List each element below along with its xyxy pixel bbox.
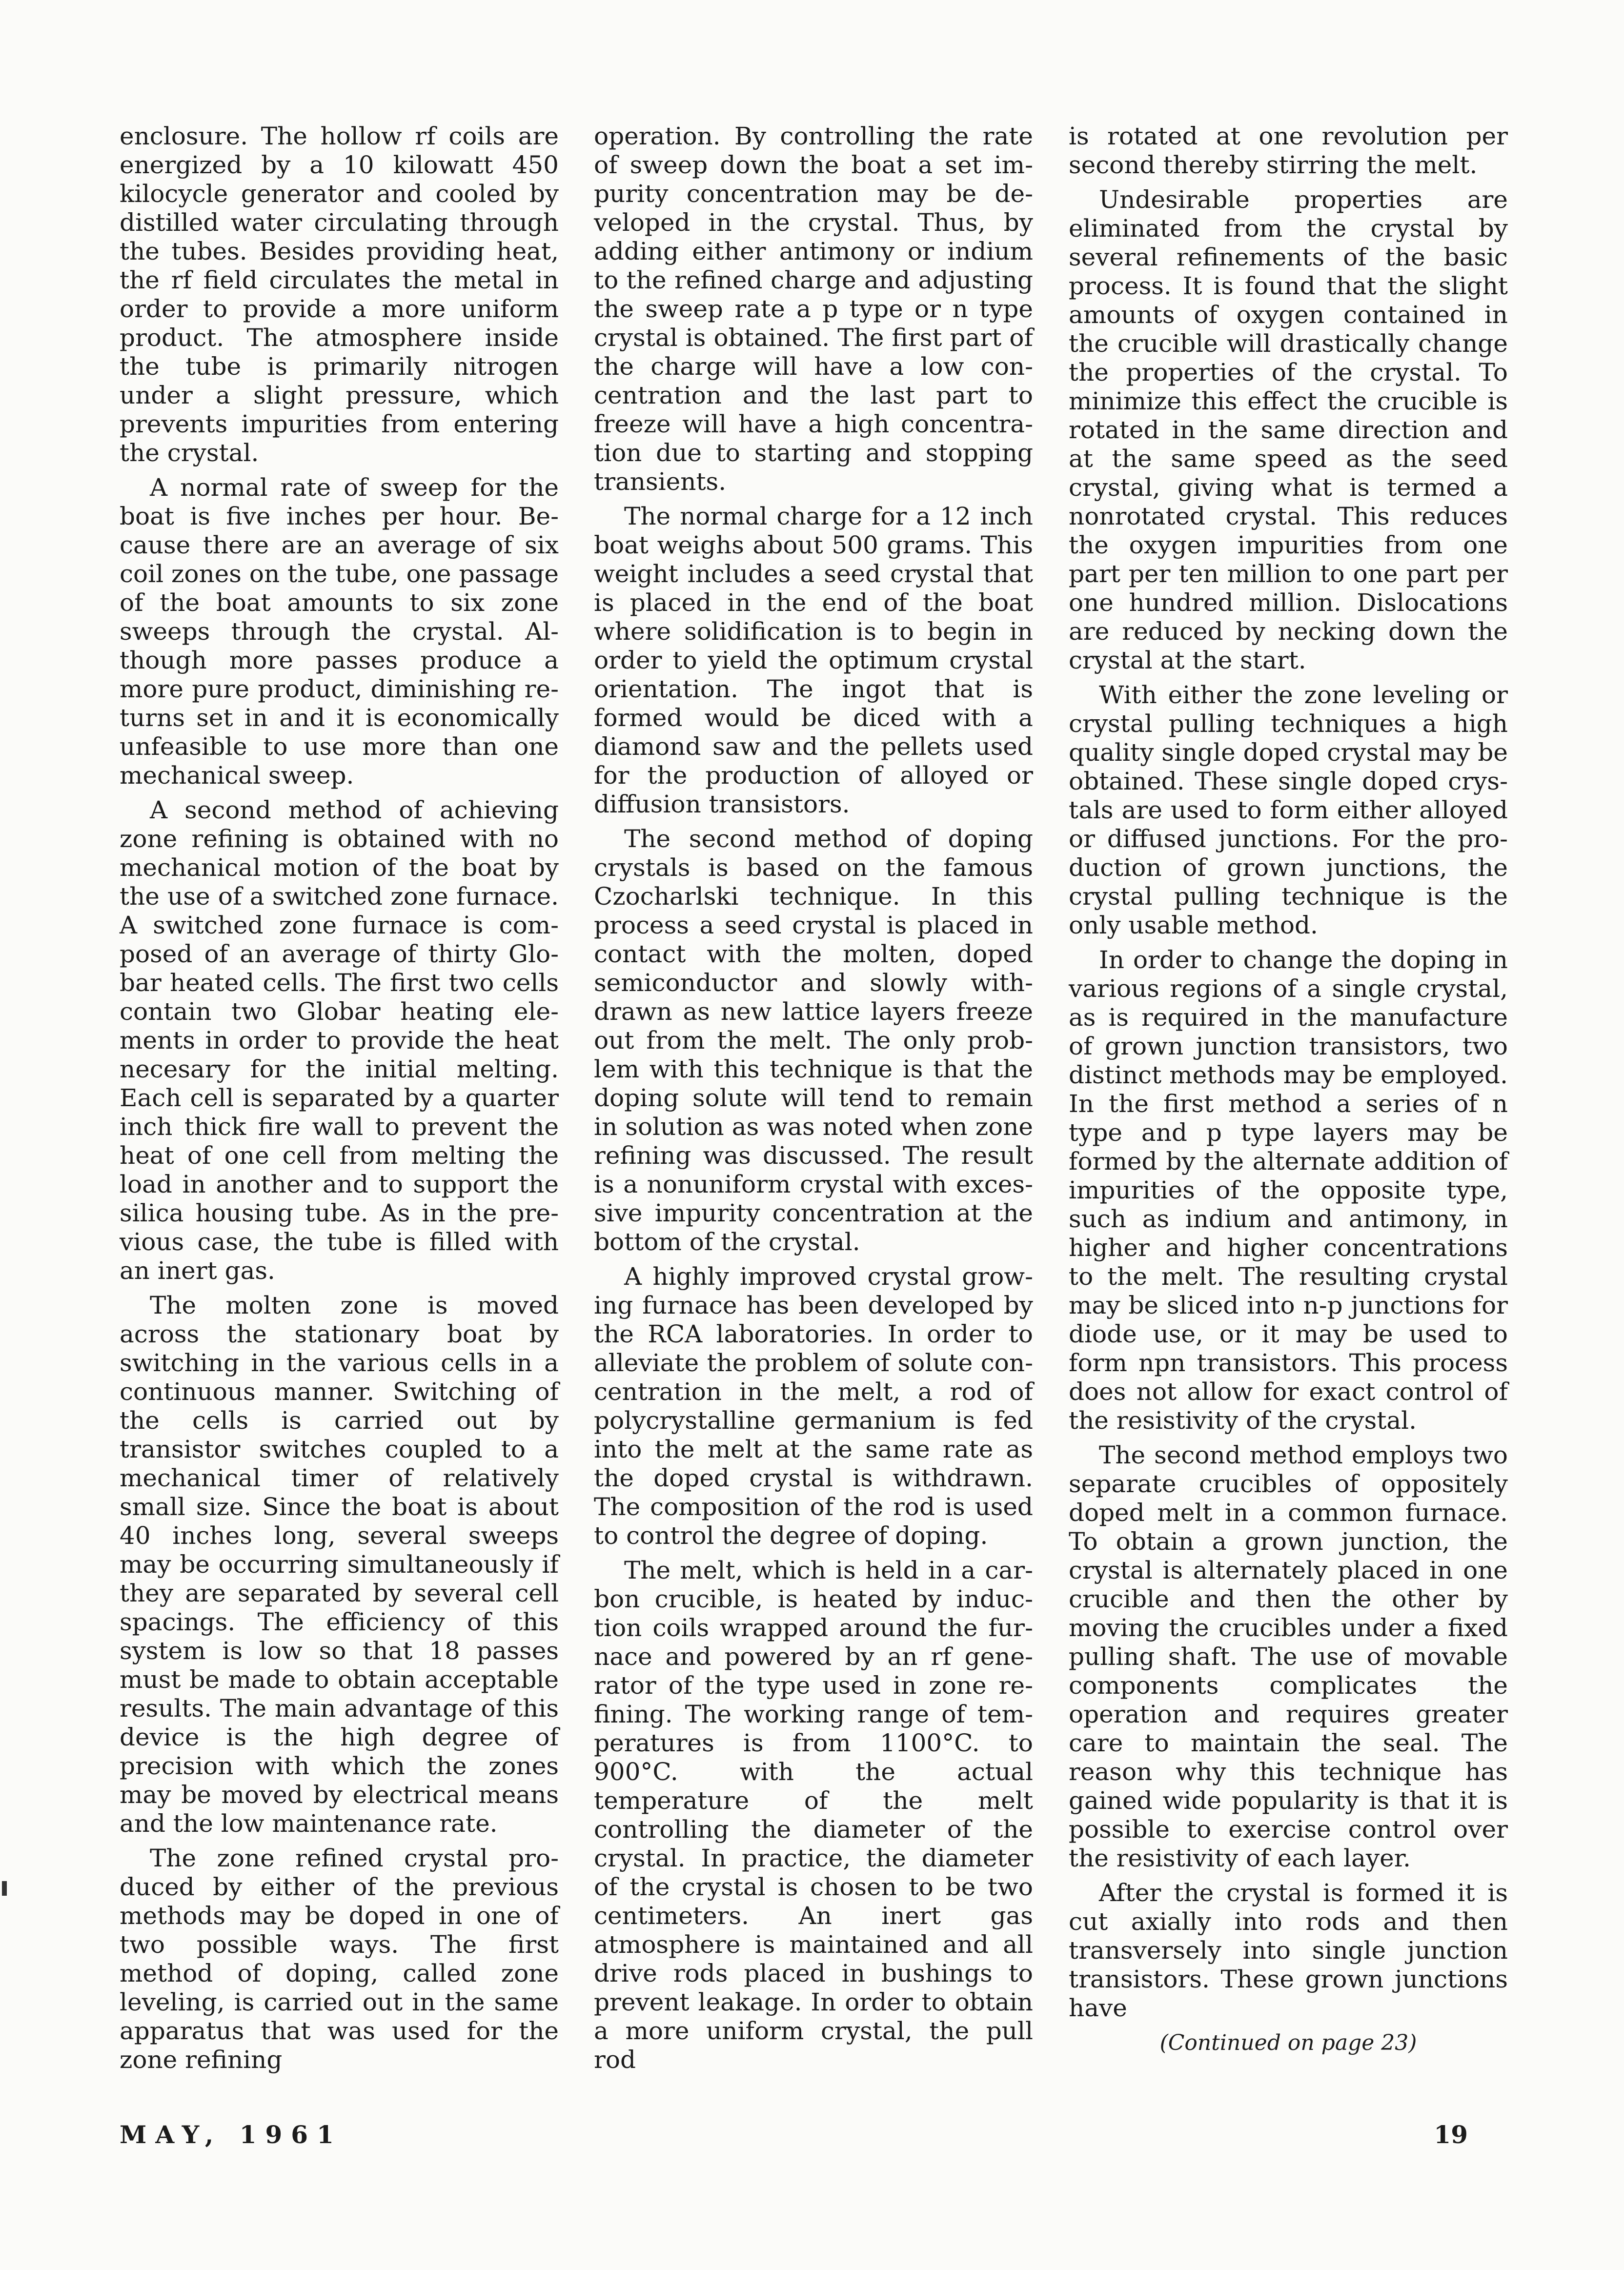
paragraph: The second method of doping crystals is based on the famous Czocharlski technique. In this process a seed crystal is placed in contact with the molten, doped semiconductor and slowly withdrawn as new lattice layers freeze out from the melt. The only problem with this technique is that the doping solute will tend to remain in solution as was noted when zone refining was discussed. The result is a nonuniform crystal with excessive impurity concentration at the bottom of the crystal. [594,825,1033,1256]
continued-note: (Continued on page 23) [1159,2030,1417,2055]
paragraph: The zone refined crystal produced by either of the previous methods may be doped in one of two possible ways. The first method of doping, called zone leveling, is carried out in the same apparatus that was used for the zone refining [120,1844,559,2074]
paragraph: In order to change the doping in various regions of a single crystal, as is required in the manufacture of grown junction transistors, two distinct methods may be employed. In the first method a series of n type and p type layers may be formed by the alternate addition of impurities of the opposite type, such as indium and antimony, in higher and higher concentrations to the melt. The resulting crystal may be sliced into n-p junctions for diode use, or it may be used to form npn transistors. This process does not allow for exact control of the resistivity of the crystal. [1069,946,1508,1435]
article-column-1 [120,122,559,2080]
paragraph: The normal charge for a 12 inch boat weighs about 500 grams. This weight includes a seed crystal that is placed in the end of the boat where solidification is to begin in order to yield the optimum crystal orientation. The ingot that is formed would be diced with a diamond saw and the pellets used for the production of alloyed or diffusion transistors. [594,502,1033,818]
paragraph: With either the zone leveling or crystal pulling techniques a high quality single doped crystal may be obtained. These single doped crystals are used to form either alloyed or diffused junctions. For the production of grown junctions, the crystal pulling technique is the only usable method. [1069,681,1508,939]
paragraph: A highly improved crystal growing furnace has been developed by the RCA laboratories. In order to alleviate the problem of solute concentration in the melt, a rod of polycrystalline germanium is fed into the melt at the same rate as the doped crystal is withdrawn. The composition of the rod is used to control the degree of doping. [594,1262,1033,1550]
paragraph: The molten zone is moved across the stationary boat by switching in the various cells in a continuous manner. Switching of the cells is carried out by transistor switches coupled to a mechanical timer of relatively small size. Since the boat is about 40 inches long, several sweeps may be occurring simultaneously if they are separated by several cell spacings. The efficiency of this system is low so that 18 passes must be made to obtain acceptable results. The main advantage of this device is the high degree of precision with which the zones may be moved by electrical means and the low maintenance rate. [120,1291,559,1838]
paragraph: operation. By controlling the rate of sweep down the boat a set impurity concentration may be developed in the crystal. Thus, by adding either antimony or indium to the refined charge and adjusting the sweep rate a p type or n type crystal is obtained. The first part of the charge will have a low concentration and the last part to freeze will have a high concentration due to starting and stopping transients. [594,122,1033,496]
paragraph: A second method of achieving zone refining is obtained with no mechanical motion of the boat by the use of a switched zone furnace. A switched zone furnace is composed of an average of thirty Globar heated cells. The first two cells contain two Globar heating elements in order to provide the heat necesary for the initial melting. Each cell is separated by a quarter inch thick fire wall to prevent the heat of one cell from melting the load in another and to support the silica housing tube. As in the previous case, the tube is filled with an inert gas. [120,796,559,1285]
page-number: 19 [1434,2120,1468,2149]
scan-edge-mark [2,1881,7,1896]
paragraph: The second method employs two separate crucibles of oppositely doped melt in a common furnace. To obtain a grown junction, the crystal is alternately placed in one crucible and then the other by moving the crucibles under a fixed pulling shaft. The use of movable components complicates the operation and requires greater care to maintain the seal. The reason why this technique has gained wide popularity is that it is possible to exercise control over the resistivity of each layer. [1069,1441,1508,1872]
paragraph: Undesirable properties are eliminated from the crystal by several refinements of the basic process. It is found that the slight amounts of oxygen contained in the crucible will drastically change the properties of the crystal. To minimize this effect the crucible is rotated in the same direction and at the same speed as the seed crystal, giving what is termed a nonrotated crystal. This reduces the oxygen impurities from one part per ten million to one part per one hundred million. Dislocations are reduced by necking down the crystal at the start. [1069,185,1508,674]
paragraph: is rotated at one revolution per second thereby stirring the melt. [1069,122,1508,179]
paragraph: enclosure. The hollow rf coils are energized by a 10 kilowatt 450 kilocycle generator and cooled by distilled water circulating through the tubes. Besides providing heat, the rf field circulates the metal in order to provide a more uniform product. The atmosphere inside the tube is primarily nitrogen under a slight pressure, which prevents impurities from entering the crystal. [120,122,559,467]
issue-date: MAY, 1961 [120,2120,343,2149]
paragraph: After the crystal is formed it is cut axially into rods and then transversely into single junction transistors. These grown junctions have [1069,1879,1508,2022]
article-column-2 [594,122,1033,2080]
paragraph: A normal rate of sweep for the boat is five inches per hour. Because there are an average of six coil zones on the tube, one passage of the boat amounts to six zone sweeps through the crystal. Although more passes produce a more pure product, diminishing returns set in and it is economically unfeasible to use more than one mechanical sweep. [120,473,559,790]
article-column-3 [1069,122,1508,2057]
paragraph: The melt, which is held in a carbon crucible, is heated by induction coils wrapped around the furnace and powered by an rf generator of the type used in zone refining. The working range of temperatures is from 1100°C. to 900°C. with the actual temperature of the melt controlling the diameter of the crystal. In practice, the diameter of the crystal is chosen to be two centimeters. An inert gas atmosphere is maintained and all drive rods placed in bushings to prevent leakage. In order to obtain a more uniform crystal, the pull rod [594,1556,1033,2074]
